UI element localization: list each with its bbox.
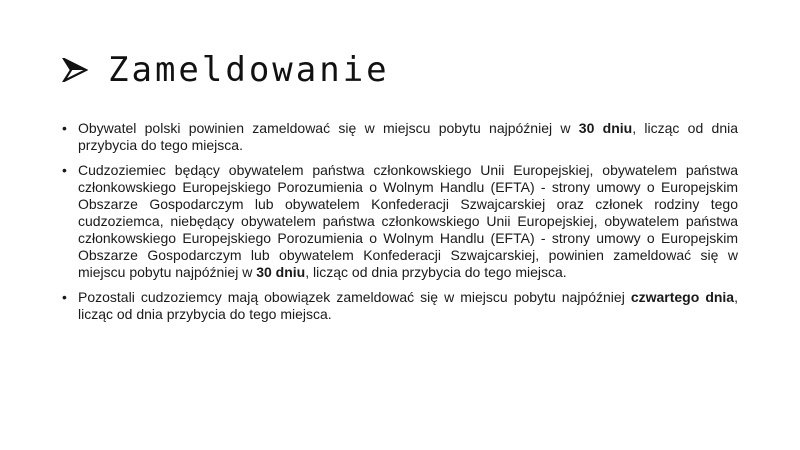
bullet-text-part: , licząc od dnia przybycia do tego miejsca. [305,264,567,280]
arrowhead-right-icon [62,58,88,82]
bullet-text-bold: 30 dniu [256,264,306,280]
bullet-text-part: , licząc od dnia przybycia do tego miejsca. [78,120,739,153]
bullet-dot: • [62,162,67,178]
bullet-text-bold: 30 dniu [578,120,633,136]
bullet-list [62,120,738,331]
bullet-item [62,162,738,281]
bullet-item [62,289,738,323]
bullet-text [78,162,738,280]
bullet-text [78,120,738,153]
bullet-dot: • [62,120,67,136]
bullet-text-part: Cudzoziemiec będący obywatelem państwa członkowskiego Unii Europejskiej, obywatelem państwa członkowskiego Europejskiego Porozumienia o Wolnym Handlu (EFTA) - strony umowy o Europejskim Obszarze Gospodarczym lub obywatelem Konfederacji Szwajcarskiej oraz członek rodziny tego cudzoziemca, niebędący obywatelem państwa członkowskiego Unii Europejskiej, obywatelem państwa członkowskiego Europejskiego Porozumienia o Wolnym Handlu (EFTA) - strony umowy o Europejskim Obszarze Gospodarczym lub obywatelem Konfederacji Szwajcarskiej, powinien zameldować się w miejscu pobytu najpóźniej w [78,162,738,280]
slide-title-row [62,48,390,92]
bullet-item [62,120,738,154]
bullet-text-part: , licząc od dnia przybycia do tego miejsca. [78,289,738,322]
bullet-dot: • [62,289,67,305]
bullet-text-part: Pozostali cudzoziemcy mają obowiązek zameldować się w miejscu pobytu najpóźniej [78,289,631,305]
bullet-text-bold: czwartego dnia [630,289,735,305]
bullet-text [78,289,738,322]
bullet-text-part: Obywatel polski powinien zameldować się w miejscu pobytu najpóźniej w [78,120,579,136]
slide-title: Zameldowanie [108,50,390,90]
